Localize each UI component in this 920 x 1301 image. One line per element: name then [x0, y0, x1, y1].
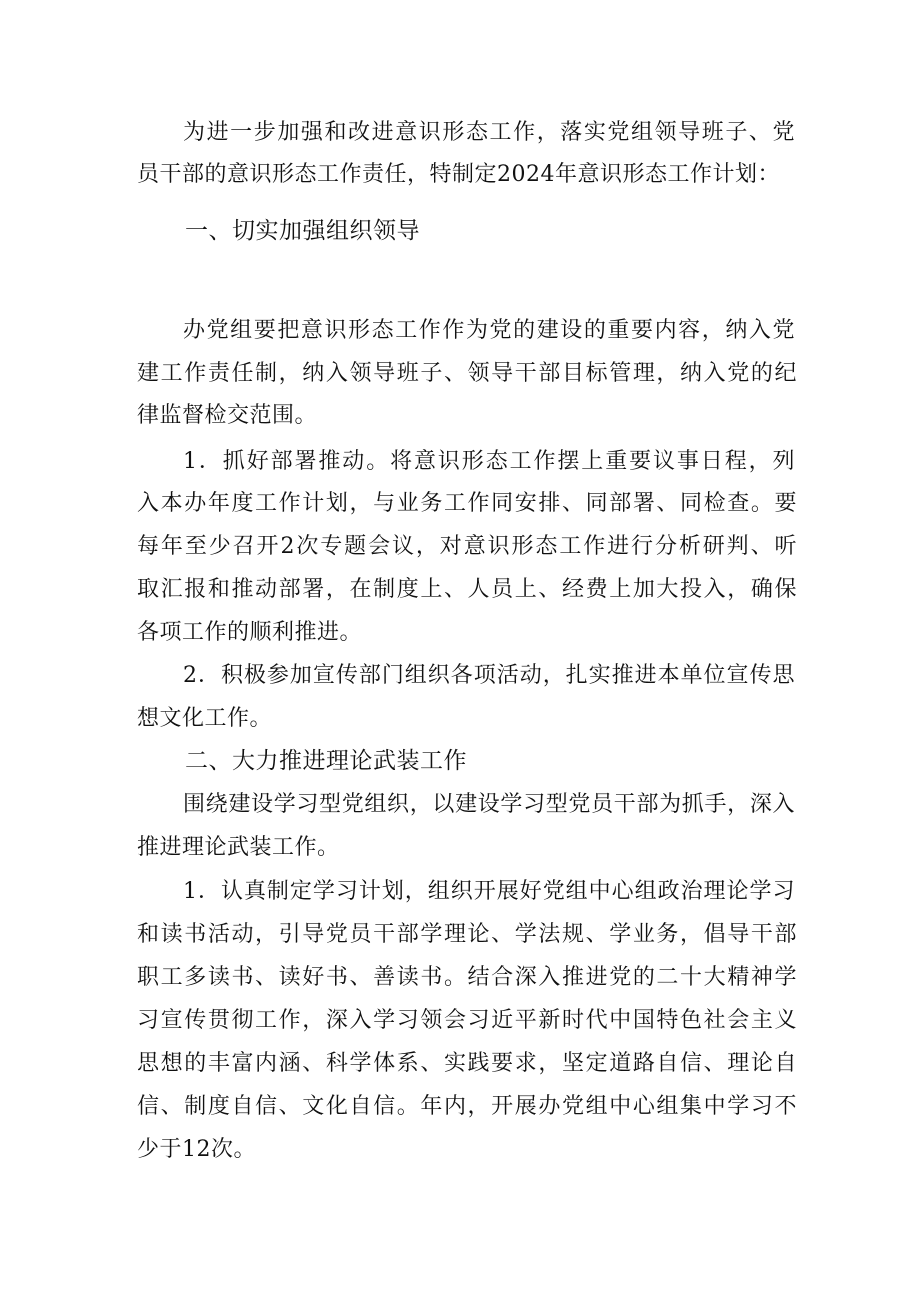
- text-line: 和读书活动，引导党员干部学理论、学法规、学业务，倡导干部: [137, 922, 797, 947]
- text-line: 围绕建设学习型党组织，以建设学习型党员干部为抓手，深入: [183, 792, 795, 817]
- text-line: 律监督检交范围。: [137, 403, 318, 428]
- text-line: 思想的丰富内涵、科学体系、实践要求，坚定道路自信、理论自: [137, 1051, 797, 1076]
- text-line: 1．认真制定学习计划，组织开展好党组中心组政治理论学习: [183, 879, 795, 904]
- text-line: 入本办年度工作计划，与业务工作同安排、同部署、同检查。要: [137, 491, 797, 516]
- text-line: 想文化工作。: [137, 706, 273, 731]
- section-heading-1: 一、切实加强组织领导: [185, 218, 420, 244]
- text-line: 信、制度自信、文化自信。年内，开展办党组中心组集中学习不: [137, 1094, 797, 1119]
- section-heading-2: 二、大力推进理论武装工作: [185, 748, 467, 774]
- text-line: 2．积极参加宣传部门组织各项活动，扎实推进本单位宣传思: [183, 663, 795, 688]
- text-line: 1．抓好部署推动。将意识形态工作摆上重要议事日程，列: [183, 449, 795, 474]
- text-line: 少于12次。: [137, 1137, 256, 1162]
- text-line: 办党组要把意识形态工作作为党的建设的重要内容，纳入党: [183, 318, 795, 343]
- text-line: 建工作责任制，纳入领导班子、领导干部目标管理，纳入党的纪: [137, 361, 797, 386]
- text-line: 每年至少召开2次专题会议，对意识形态工作进行分析研判、听: [137, 534, 797, 559]
- text-line: 各项工作的顺利推进。: [137, 620, 363, 645]
- text-line: 为进一步加强和改进意识形态工作，落实党组领导班子、党: [183, 120, 795, 145]
- text-line: 习宣传贯彻工作，深入学习领会习近平新时代中国特色社会主义: [137, 1008, 797, 1033]
- text-line: 员干部的意识形态工作责任，特制定2024年意识形态工作计划：: [137, 162, 780, 187]
- text-line: 取汇报和推动部署，在制度上、人员上、经费上加大投入，确保: [137, 577, 797, 602]
- text-line: 职工多读书、读好书、善读书。结合深入推进党的二十大精神学: [137, 965, 797, 990]
- text-line: 推进理论武装工作。: [137, 835, 340, 860]
